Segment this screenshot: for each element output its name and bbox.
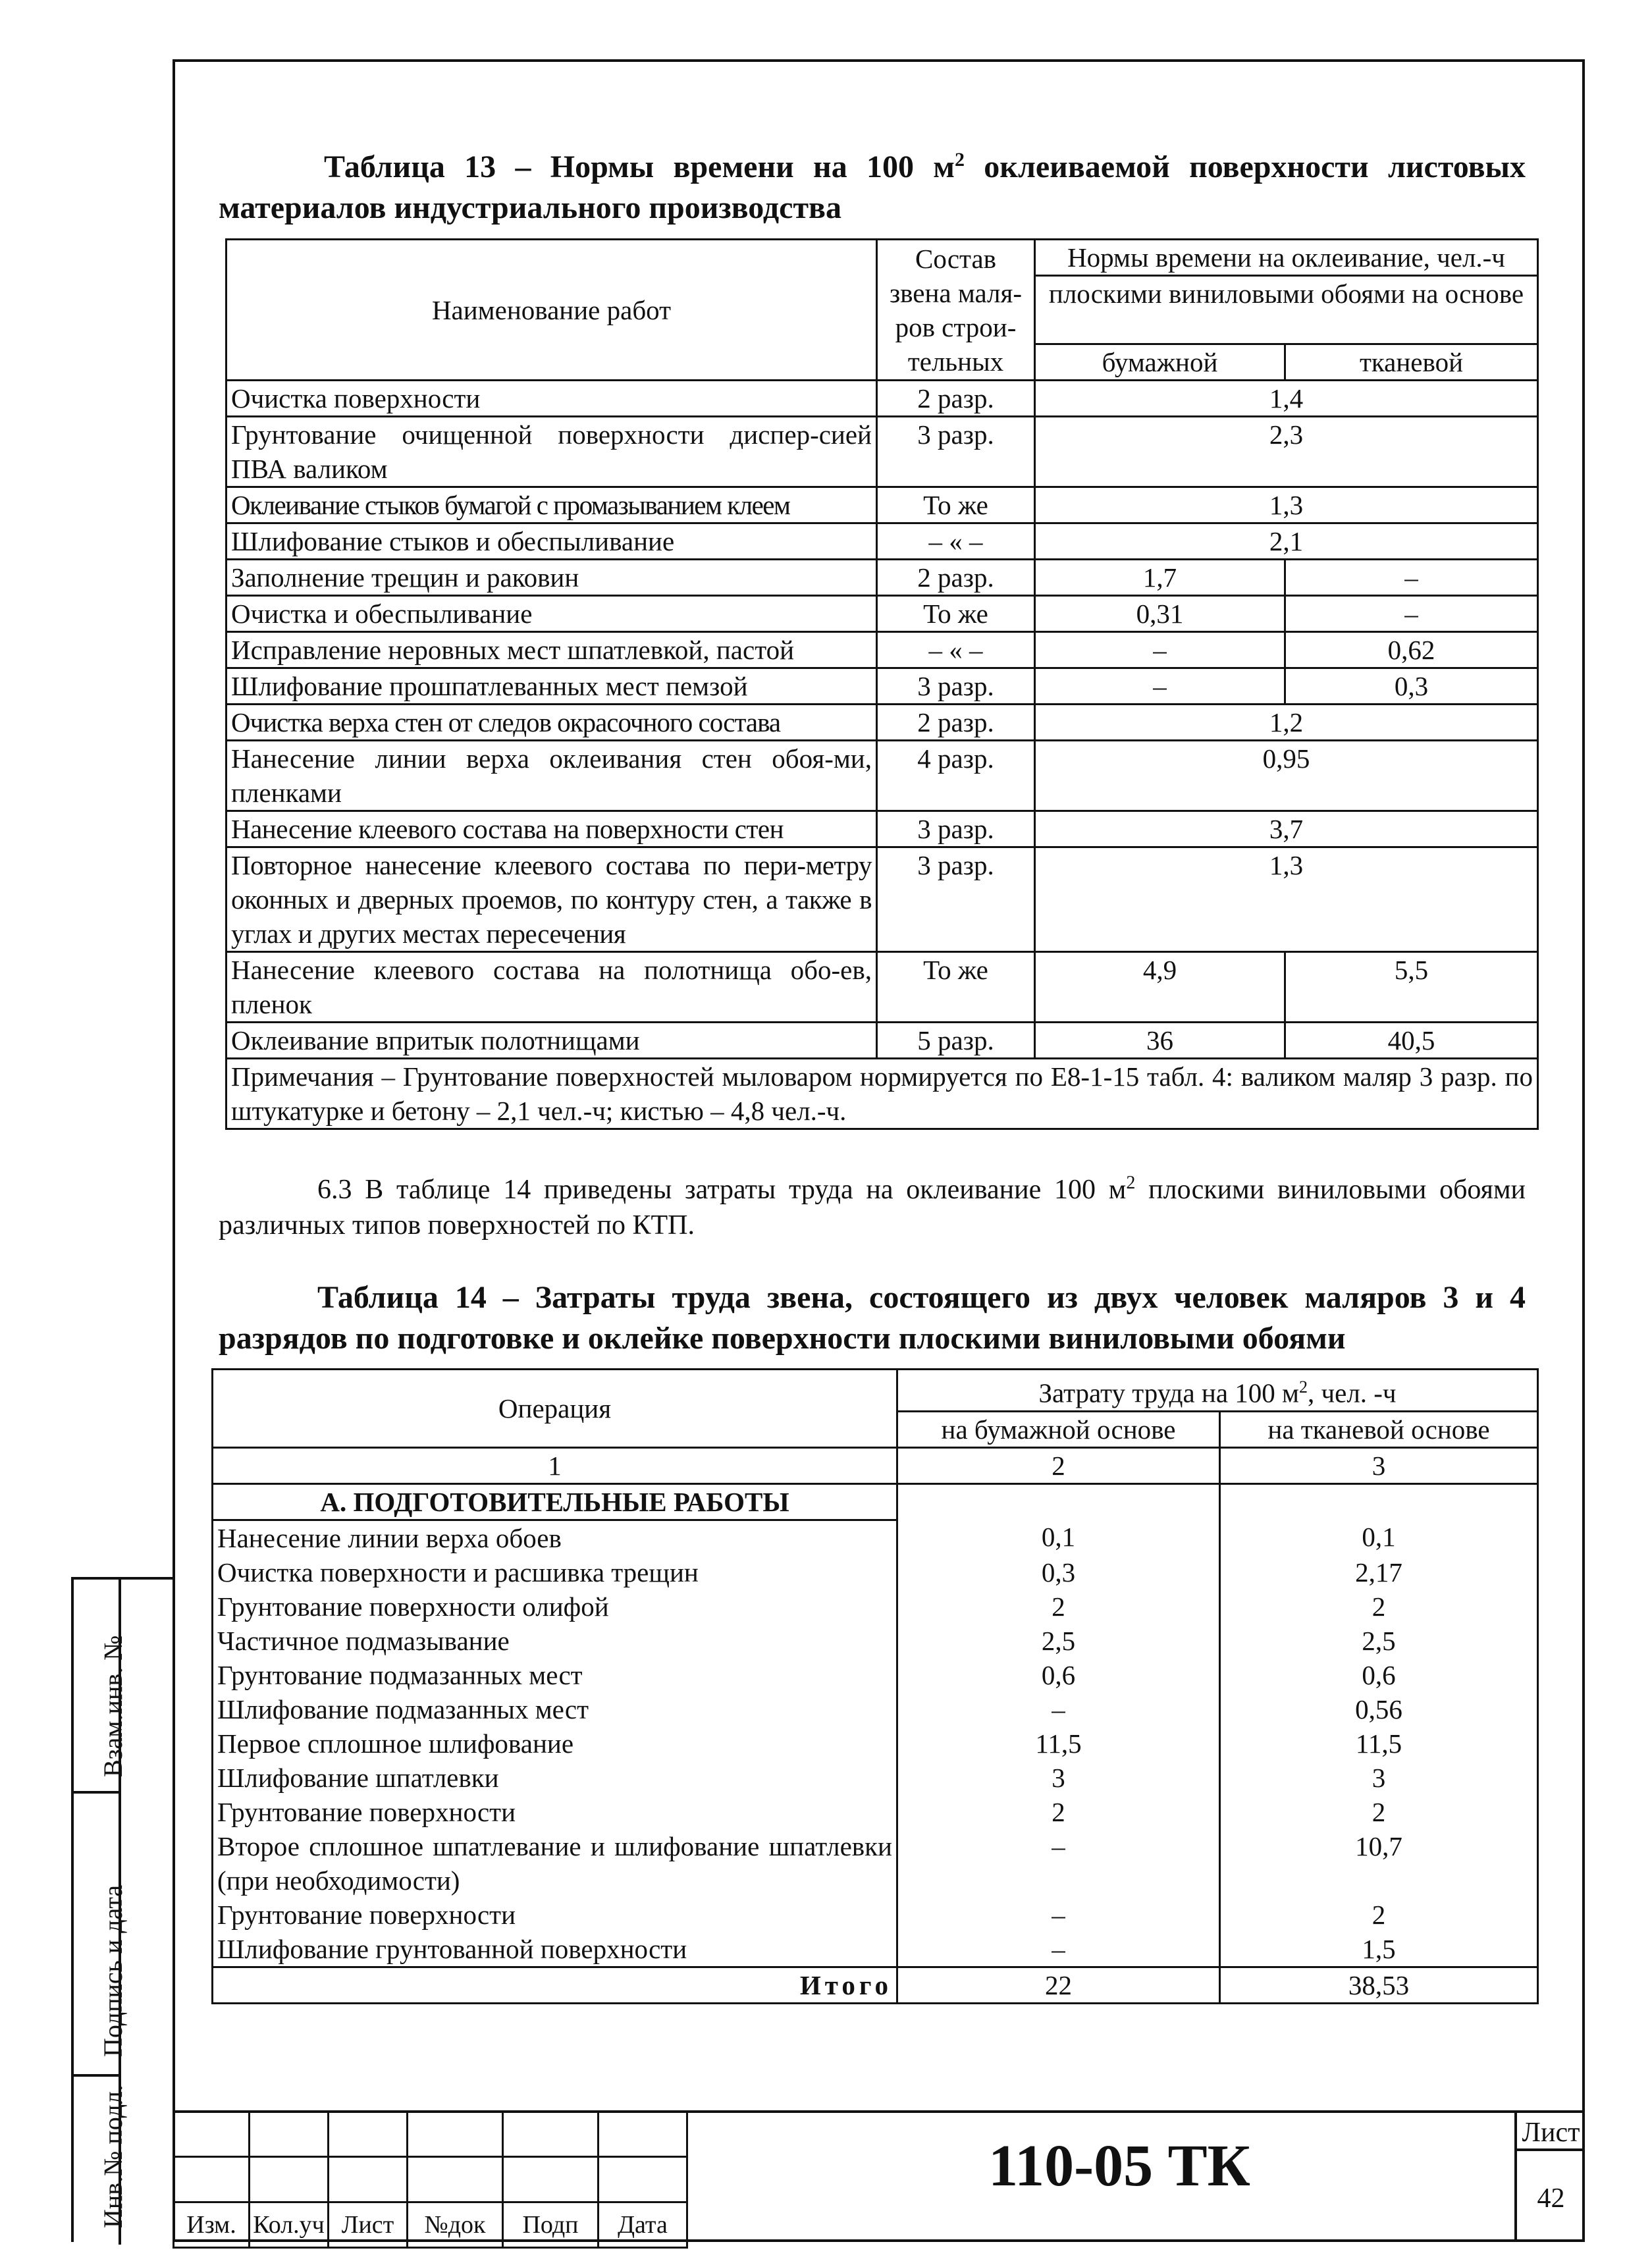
table14-header-fabric: на тканевой основе bbox=[1220, 1411, 1538, 1447]
table13-note: Примечания – Грунтование поверхностей мыловаром нормируется по Е8-1-15 табл. 4: валиком маляр 3 разр. по штукатурке и бетону – 2,1 чел.-ч; кистью – 4,8 чел.-ч. bbox=[226, 1059, 1538, 1129]
left-sidebar bbox=[71, 1577, 173, 2242]
table14-total-row: Итого 22 38,53 bbox=[213, 1967, 1538, 2003]
sidebar-inv-cell bbox=[74, 2077, 128, 2245]
table14-total-label: Итого bbox=[213, 1967, 897, 2003]
table-row: Частичное подмазывание 2,5 2,5 bbox=[213, 1624, 1538, 1658]
table-row: Грунтование поверхности олифой 2 2 bbox=[213, 1589, 1538, 1624]
table-row: Оклеивание стыков бумагой с промазыванием клеем То же 1,3 bbox=[226, 487, 1538, 523]
table13-note-row bbox=[226, 1059, 1538, 1129]
document-code: 110-05 ТК bbox=[988, 2133, 1250, 2199]
sidebar-inv-label: Инв.№ подл. bbox=[98, 2085, 128, 2228]
table14-header-cost: Затрату труда на 100 $м^2$, чел. -ч bbox=[897, 1370, 1538, 1412]
table14-caption: Таблица 14 – Затраты труда звена, состоящего из двух человек маляров 3 и 4 разрядов по подготовке и оклейке поверхности плоскими виниловыми обоями bbox=[219, 1280, 1526, 1356]
stamp-col-kolych: Кол.уч bbox=[250, 2202, 329, 2248]
stamp-col-izm: Изм. bbox=[174, 2202, 250, 2248]
table-row: Второе сплошное шпатлевание и шлифование шпатлевки (при необходимости) – 10,7 bbox=[213, 1829, 1538, 1898]
table14: Операция Затрату труда на 100 $м^2$, чел. -ч на бумажной основе на тканевой основе 1 2 3 А. ПОДГОТОВИТЕЛЬНЫЕ РАБОТЫ Нанесение линии верха обоев 0,1 0,1 Очистка поверхности и расшивка трещин 0,3 2,17 Грунтование поверхности олифой 2 2 Частичное подмазывание 2,5 2,5 Грунтование подмазанных мест 0,6 0,6 Шлифование подмазанных мест – 0,56 Первое сплошное шлифование 11,5 11,5 Шлифование шпатлевки 3 3 Грунтование поверхности 2 2 Второе сплошное шпатлевание и шлифование шпатлевки (при необходимости) – 10,7 Грунтование поверхности – 2 Шлифование грунтованной поверхности – 1,5 Итого 22 38,53 bbox=[211, 1368, 1539, 2004]
table-row: Исправление неровных мест шпатлевкой, пастой – « – – 0,62 bbox=[226, 632, 1538, 668]
table14-header-operation: Операция bbox=[213, 1370, 897, 1448]
stamp-col-data: Дата bbox=[599, 2202, 687, 2248]
table-row: Шлифование стыков и обеспыливание – « – 2,1 bbox=[226, 523, 1538, 560]
table13-caption: Таблица 13 – Нормы времени на 100 $м^2$ оклеиваемой поверхности листовых материалов индустриального производства bbox=[219, 149, 1526, 225]
table14-section: А. ПОДГОТОВИТЕЛЬНЫЕ РАБОТЫ bbox=[213, 1483, 897, 1520]
sheet-number: 42 bbox=[1537, 2183, 1565, 2214]
table-row: Нанесение линии верха оклеивания стен обоя-ми, пленками 4 разр. 0,95 bbox=[226, 741, 1538, 811]
table-row: Шлифование грунтованной поверхности – 1,5 bbox=[213, 1932, 1538, 1967]
sheet-label: Лист bbox=[1517, 2117, 1585, 2151]
stamp-divider bbox=[173, 2110, 1585, 2113]
title-block bbox=[173, 2110, 688, 2249]
table-row: Очистка поверхности и расшивка трещин 0,3 2,17 bbox=[213, 1555, 1538, 1589]
stamp-col-ndok: №док bbox=[408, 2202, 503, 2248]
table-row: Шлифование прошпатлеванных мест пемзой 3 разр. – 0,3 bbox=[226, 668, 1538, 705]
table-row: Нанесение клеевого состава на поверхности стен 3 разр. 3,7 bbox=[226, 811, 1538, 847]
table-row: Очистка и обеспыливание То же 0,31 – bbox=[226, 596, 1538, 632]
table-row: Оклеивание впритык полотнищами 5 разр. 36 40,5 bbox=[226, 1023, 1538, 1059]
table13-header-sub: плоскими виниловыми обоями на основе bbox=[1035, 276, 1538, 344]
table-row: Шлифование шпатлевки 3 3 bbox=[213, 1761, 1538, 1795]
table13 bbox=[225, 238, 1539, 1130]
table-row: Заполнение трещин и раковин 2 разр. 1,7 – bbox=[226, 560, 1538, 596]
table-row: Грунтование очищенной поверхности диспер-сией ПВА валиком 3 разр. 2,3 bbox=[226, 417, 1538, 487]
sidebar-sign-cell bbox=[74, 1794, 128, 2077]
table-row: Очистка поверхности 2 разр. 1,4 bbox=[226, 381, 1538, 417]
table-row: Шлифование подмазанных мест – 0,56 bbox=[213, 1692, 1538, 1726]
table-row: Очистка верха стен от следов окрасочного состава 2 разр. 1,2 bbox=[226, 705, 1538, 741]
table13-header-crew: Состав звена маля-ров строи-тельных bbox=[877, 240, 1035, 381]
table14-header-paper: на бумажной основе bbox=[897, 1411, 1220, 1447]
sheet-box bbox=[1514, 2110, 1585, 2242]
table-row: Грунтование подмазанных мест 0,6 0,6 bbox=[213, 1658, 1538, 1692]
table13-header-fabric: тканевой bbox=[1285, 344, 1538, 381]
sidebar-replace-cell bbox=[74, 1580, 128, 1794]
stamp-col-podp: Подп bbox=[503, 2202, 599, 2248]
table-row: Нанесение линии верха обоев 0,1 0,1 bbox=[213, 1520, 1538, 1555]
table-row: Нанесение клеевого состава на полотнища обо-ев, пленок То же 4,9 5,5 bbox=[226, 952, 1538, 1023]
table13-header-paper: бумажной bbox=[1035, 344, 1285, 381]
stamp-col-list: Лист bbox=[329, 2202, 408, 2248]
sidebar-sign-label: Подпись и дата bbox=[98, 1884, 128, 2057]
table-row: Повторное нанесение клеевого состава по пери-метру оконных и дверных проемов, по контуру стен, а также в углах и других местах пересечения 3 разр. 1,3 bbox=[226, 847, 1538, 952]
table13-header-norm: Нормы времени на оклеивание, чел.-ч bbox=[1035, 240, 1538, 276]
table-row: Первое сплошное шлифование 11,5 11,5 bbox=[213, 1726, 1538, 1761]
table13-header-name: Наименование работ bbox=[226, 240, 877, 381]
sidebar-replace-label: Взам.инв. № bbox=[98, 1635, 128, 1777]
table-row: Грунтование поверхности – 2 bbox=[213, 1898, 1538, 1932]
table-row: Грунтование поверхности 2 2 bbox=[213, 1795, 1538, 1829]
paragraph-6-3: 6.3 В таблице 14 приведены затраты труда на оклеивание 100 $м^2$ плоскими виниловыми обоями различных типов поверхностей по КТП. bbox=[219, 1173, 1526, 1240]
table14-section-row bbox=[213, 1483, 1538, 1520]
